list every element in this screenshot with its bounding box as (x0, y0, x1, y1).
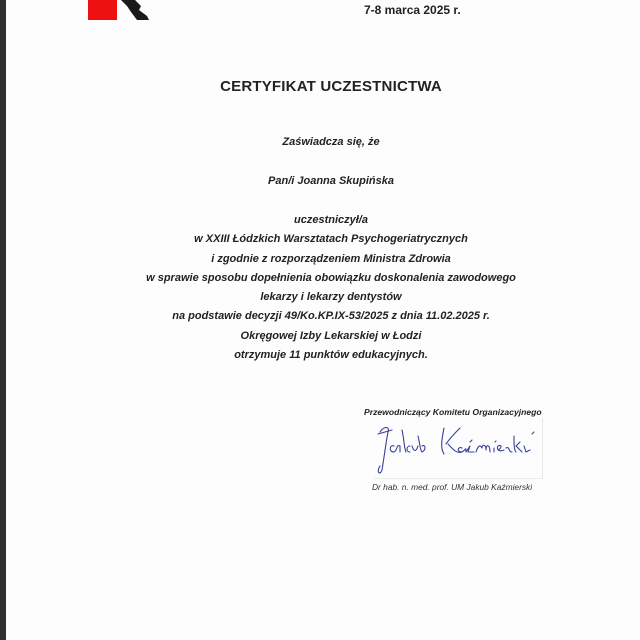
body-line: uczestniczył/a (294, 214, 368, 226)
body-line: w sprawie sposobu dopełnienia obowiązku doskonalenia zawodowego (146, 271, 516, 284)
certificate-page (6, 0, 640, 640)
logo-red-square (88, 0, 117, 20)
body-line: w XXIII Łódzkich Warsztatach Psychogeriatrycznych (194, 233, 468, 246)
certificate-intro: Zaświadcza się, że (282, 136, 380, 148)
certificate-title: CERTYFIKAT UCZESTNICTWA (220, 78, 442, 95)
signatory-role: Przewodniczący Komitetu Organizacyjnego (364, 407, 542, 417)
organizer-logo (88, 0, 188, 22)
handwritten-signature-icon (374, 418, 542, 478)
body-line: na podstawie decyzji 49/Ko.KP.IX-53/2025 z dnia 11.02.2025 r. (172, 310, 490, 323)
certificate-body (6, 211, 640, 365)
body-line: otrzymuje 11 punktów edukacyjnych. (234, 349, 428, 362)
recipient-name: Pan/i Joanna Skupińska (268, 175, 394, 187)
body-line: Okręgowej Izby Lekarskiej w Łodzi (240, 329, 422, 342)
body-line: i zgodnie z rozporządzeniem Ministra Zdrowia (211, 252, 451, 265)
event-date: 7-8 marca 2025 r. (364, 3, 461, 17)
signatory-name: Dr hab. n. med. prof. UM Jakub Kaźmierski (372, 482, 533, 492)
signature-area (374, 418, 543, 479)
logo-figure-icon (121, 0, 153, 22)
body-line: lekarzy i lekarzy dentystów (260, 291, 402, 304)
